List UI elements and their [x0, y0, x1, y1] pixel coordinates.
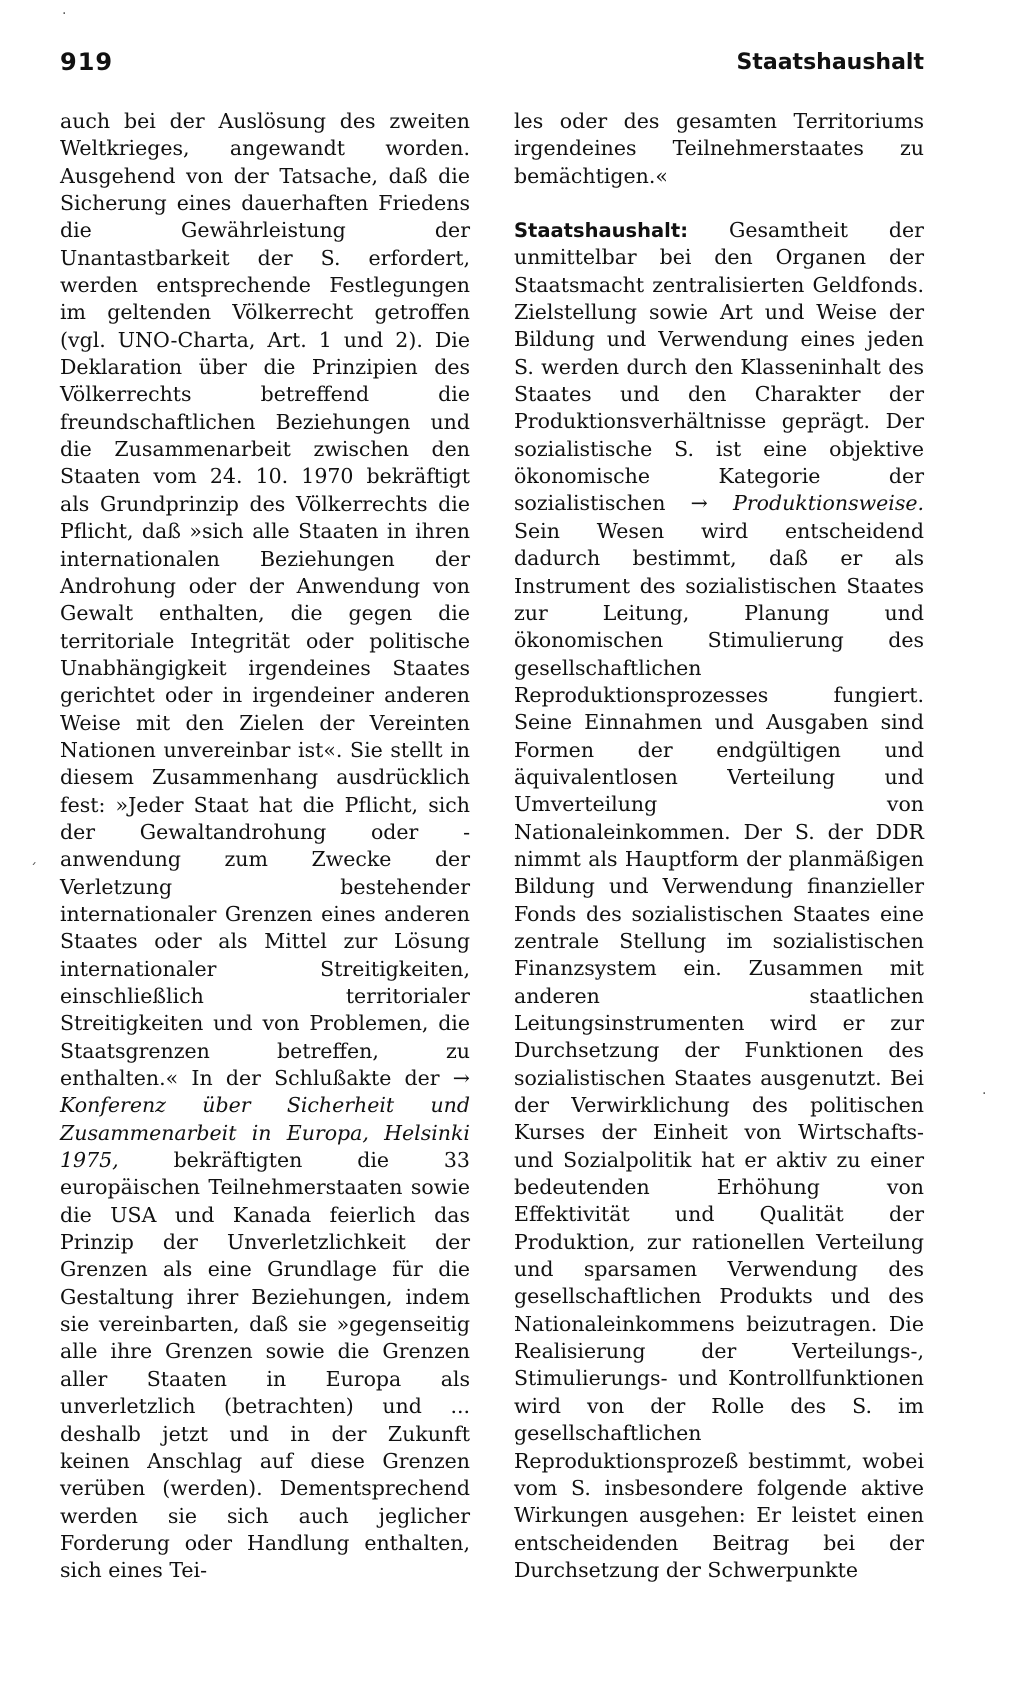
entry-headword: Staatshaushalt:: [514, 219, 688, 243]
scan-speck: ·: [62, 6, 67, 22]
body-text: bekräftigten die 33 europäischen Teilnehmerstaaten sowie die USA und Kanada feierlich das Prinzip der Unverletzlichkeit der Grenzen als eine Grundlage für die Gestaltung ihrer Beziehungen, indem sie vereinbarten, daß sie »gegenseitig alle ihre Grenzen sowie die Grenzen aller Staaten in Europa als unverletzlich (betrachten) und ... deshalb jetzt und in der Zukunft keinen Anschlag auf diese Grenzen verüben (werden). Dementsprechend werden sie sich auch jeglicher Forderung oder Handlung enthalten, sich eines Tei-: [60, 1148, 470, 1583]
continuation-paragraph: les oder des gesamten Territoriums irgendeines Teilnehmerstaates zu bemächtigen.«: [514, 109, 924, 188]
running-head: Staatshaushalt: [736, 50, 924, 75]
left-column-paragraph: [60, 108, 470, 1585]
right-column: [514, 108, 924, 1584]
left-column: [60, 108, 470, 1585]
page-number: 919: [60, 48, 114, 76]
cross-reference: Produktionsweise.: [733, 491, 924, 516]
scan-speck: ·: [982, 1086, 987, 1102]
body-text: auch bei der Auslösung des zweiten Weltkrieges, angewandt worden. Ausgehend von der Tatsache, daß die Sicherung eines dauerhaften Friedens die Gewährleistung der Unantastbarkeit der S. erfordert, werden entsprechende Festlegungen im geltenden Völkerrecht getroffen (vgl. UNO-Charta, Art. 1 und 2). Die Deklaration über die Prinzipien des Völkerrechts betreffend die freundschaftlichen Beziehungen und die Zusammenarbeit zwischen den Staaten vom 24. 10. 1970 bekräftigt als Grundprinzip des Völkerrechts die Pflicht, daß »sich alle Staaten in ihren internationalen Beziehungen der Androhung oder der Anwendung von Gewalt enthalten, die gegen die territoriale Integrität oder politische Unabhängigkeit irgendeines Staates gerichtet oder in irgendeiner anderen Weise mit den Zielen der Vereinten Nationen unvereinbar ist«. Sie stellt in diesem Zusammenhang ausdrücklich fest: »Jeder Staat hat die Pflicht, sich der Gewaltandrohung oder -anwendung zum Zwecke der Verletzung bestehender internationaler Grenzen eines anderen Staates oder als Mittel zur Lösung internationaler Streitigkeiten, einschließlich territorialer Streitigkeiten und von Problemen, die Staatsgrenzen betreffen, zu enthalten.« In der Schlußakte der: [60, 109, 470, 1091]
scan-speck: ˊ: [30, 862, 37, 878]
cross-reference-arrow: →: [690, 491, 708, 516]
cross-reference: Konferenz über Sicherheit und Zusammenarbeit in Europa, Helsinki 1975,: [60, 1093, 470, 1173]
body-text: Gesamtheit der unmittelbar bei den Organen der Staatsmacht zentralisierten Geldfonds. Zielstellung sowie Art und Weise der Bildung und Verwendung eines jeden S. werden durch den Klasseninhalt des Staates und den Charakter der Produktionsverhältnisse geprägt. Der sozialistische S. ist eine objektive ökonomische Kategorie der sozialistischen: [514, 218, 924, 516]
dictionary-entry: [514, 217, 924, 1584]
body-text: Sein Wesen wird entscheidend dadurch bestimmt, daß er als Instrument des sozialistischen Staates zur Leitung, Planung und ökonomischen Stimulierung des gesellschaftlichen Reproduktionsprozesses fungiert. Seine Einnahmen und Ausgaben sind Formen der endgültigen und äquivalentlosen Verteilung und Umverteilung von Nationaleinkommen. Der S. der DDR nimmt als Hauptform der planmäßigen Bildung und Verwendung finanzieller Fonds des sozialistischen Staates eine zentrale Stellung im sozialistischen Finanzsystem ein. Zusammen mit anderen staatlichen Leitungsinstrumenten wird er zur Durchsetzung der Funktionen des sozialistischen Staates ausgenutzt. Bei der Verwirklichung des politischen Kurses der Einheit von Wirtschafts- und Sozialpolitik hat er aktiv zu einer bedeutenden Erhöhung von Effektivität und Qualität der Produktion, zur rationellen Verteilung und sparsamen Verwendung des gesellschaftlichen Produkts und des Nationaleinkommens beizutragen. Die Realisierung der Verteilungs-, Stimulierungs- und Kontrollfunktionen wird von der Rolle des S. im gesellschaftlichen Reproduktionsprozeß bestimmt, wobei vom S. insbesondere folgende aktive Wirkungen ausgehen: Er leistet einen entscheidenden Beitrag bei der Durchsetzung der Schwerpunkte: [514, 518, 924, 1582]
cross-reference-arrow: →: [452, 1066, 470, 1091]
